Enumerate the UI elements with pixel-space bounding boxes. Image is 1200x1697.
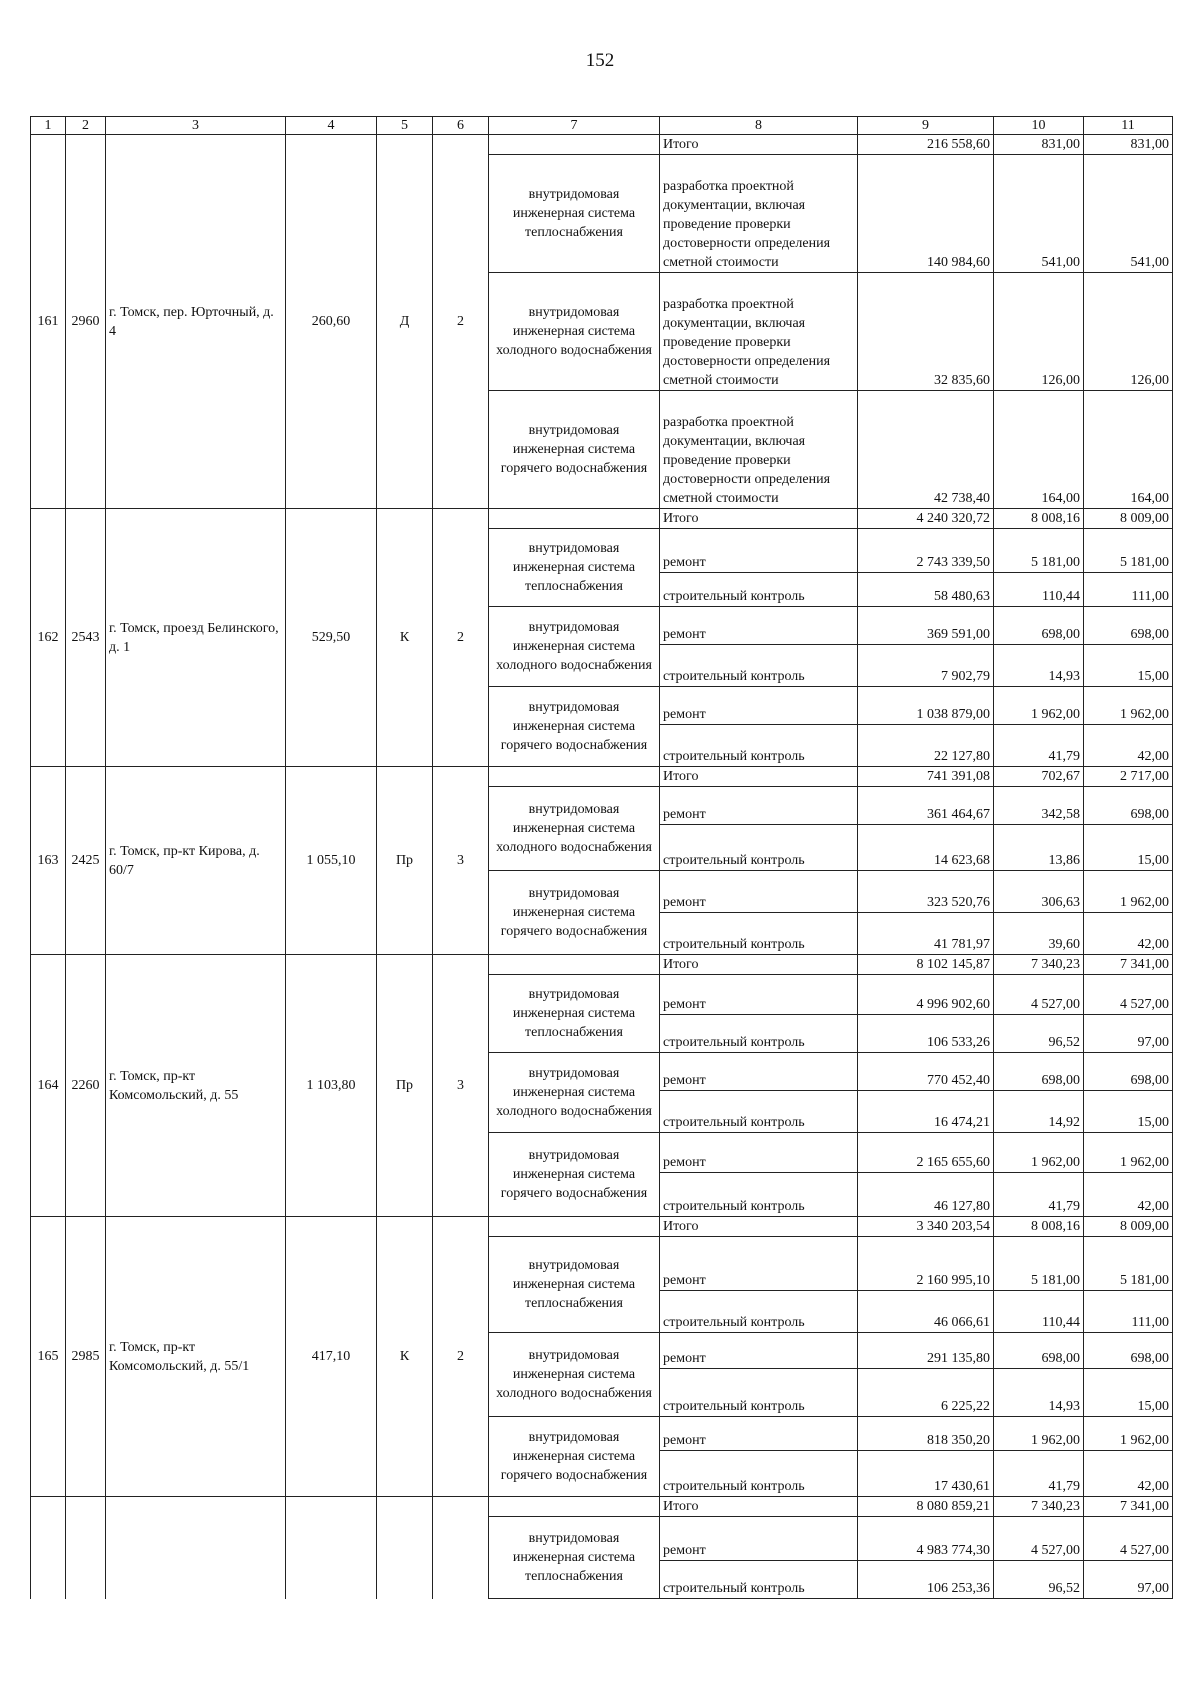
cost: 6 225,22	[858, 1369, 994, 1417]
limit-cost: 97,00	[1084, 1015, 1173, 1053]
unit-cost: 306,63	[994, 871, 1084, 913]
unit-cost: 96,52	[994, 1561, 1084, 1599]
limit-cost: 15,00	[1084, 1369, 1173, 1417]
cost: 22 127,80	[858, 725, 994, 767]
cost: 818 350,20	[858, 1417, 994, 1451]
house-address: г. Томск, пер. Юрточный, д. 4	[106, 135, 286, 509]
column-number-5: 5	[377, 117, 433, 135]
house-address: г. Томск, пр-кт Комсомольский, д. 55	[106, 955, 286, 1217]
system-name: внутридомовая инженерная система теплоснабжения	[489, 975, 660, 1053]
system-name: внутридомовая инженерная система теплоснабжения	[489, 155, 660, 273]
unit-cost: 39,60	[994, 913, 1084, 955]
work-type: разработка проектной документации, включая проведение проверки достоверности определения сметной стоимости	[660, 273, 858, 391]
total-limit-cost: 2 717,00	[1084, 767, 1173, 787]
limit-cost: 1 962,00	[1084, 1133, 1173, 1173]
unit-cost: 164,00	[994, 391, 1084, 509]
system-name: внутридомовая инженерная система холодного водоснабжения	[489, 1333, 660, 1417]
cost: 2 165 655,60	[858, 1133, 994, 1173]
work-type: строительный контроль	[660, 1173, 858, 1217]
work-type: строительный контроль	[660, 573, 858, 607]
total-label: Итого	[660, 767, 858, 787]
total-unit-cost: 8 008,16	[994, 509, 1084, 529]
system-name: внутридомовая инженерная система холодного водоснабжения	[489, 1053, 660, 1133]
cost: 323 520,76	[858, 871, 994, 913]
work-type: ремонт	[660, 1133, 858, 1173]
house-address: г. Томск, пр-кт Кирова, д. 60/7	[106, 767, 286, 955]
total-empty-cell	[489, 767, 660, 787]
cost: 369 591,00	[858, 607, 994, 645]
total-empty-cell	[489, 1497, 660, 1517]
total-cost: 741 391,08	[858, 767, 994, 787]
column-number-10: 10	[994, 117, 1084, 135]
total-empty-cell	[489, 509, 660, 529]
limit-cost: 42,00	[1084, 913, 1173, 955]
limit-cost: 4 527,00	[1084, 1517, 1173, 1561]
house-area: 1 103,80	[286, 955, 377, 1217]
unit-cost: 5 181,00	[994, 1237, 1084, 1291]
house-code: 2985	[66, 1217, 106, 1497]
cost: 291 135,80	[858, 1333, 994, 1369]
cost: 41 781,97	[858, 913, 994, 955]
column-number-1: 1	[31, 117, 66, 135]
work-type: ремонт	[660, 1517, 858, 1561]
work-type: ремонт	[660, 529, 858, 573]
limit-cost: 164,00	[1084, 391, 1173, 509]
house-category: 2	[433, 135, 489, 509]
limit-cost: 5 181,00	[1084, 1237, 1173, 1291]
table-row	[31, 135, 1173, 155]
column-number-7: 7	[489, 117, 660, 135]
work-type: строительный контроль	[660, 1015, 858, 1053]
total-label: Итого	[660, 1497, 858, 1517]
cost: 46 127,80	[858, 1173, 994, 1217]
unit-cost: 126,00	[994, 273, 1084, 391]
limit-cost: 1 962,00	[1084, 687, 1173, 725]
total-empty-cell	[489, 135, 660, 155]
house-type: К	[377, 1217, 433, 1497]
unit-cost: 41,79	[994, 1451, 1084, 1497]
program-table-container	[30, 116, 1172, 1599]
unit-cost: 41,79	[994, 725, 1084, 767]
total-limit-cost: 831,00	[1084, 135, 1173, 155]
limit-cost: 698,00	[1084, 607, 1173, 645]
column-number-3: 3	[106, 117, 286, 135]
work-type: ремонт	[660, 1053, 858, 1091]
work-type: разработка проектной документации, включая проведение проверки достоверности определения сметной стоимости	[660, 391, 858, 509]
house-address: г. Томск, проезд Белинского, д. 1	[106, 509, 286, 767]
total-empty-cell	[489, 1217, 660, 1237]
page-number: 152	[585, 50, 615, 71]
unit-cost: 41,79	[994, 1173, 1084, 1217]
house-code: 2960	[66, 135, 106, 509]
work-type: ремонт	[660, 1417, 858, 1451]
limit-cost: 15,00	[1084, 1091, 1173, 1133]
column-number-2: 2	[66, 117, 106, 135]
work-type: строительный контроль	[660, 913, 858, 955]
unit-cost: 1 962,00	[994, 1133, 1084, 1173]
column-number-6: 6	[433, 117, 489, 135]
limit-cost: 42,00	[1084, 1451, 1173, 1497]
work-type: ремонт	[660, 607, 858, 645]
total-limit-cost: 8 009,00	[1084, 1217, 1173, 1237]
system-name: внутридомовая инженерная система холодного водоснабжения	[489, 607, 660, 687]
total-limit-cost: 8 009,00	[1084, 509, 1173, 529]
work-type: ремонт	[660, 787, 858, 825]
table-row	[31, 1497, 1173, 1517]
cost: 2 743 339,50	[858, 529, 994, 573]
row-number: 162	[31, 509, 66, 767]
empty-cell	[66, 1497, 106, 1599]
total-cost: 8 080 859,21	[858, 1497, 994, 1517]
unit-cost: 698,00	[994, 1053, 1084, 1091]
total-label: Итого	[660, 135, 858, 155]
program-table	[30, 116, 1173, 1599]
empty-cell	[286, 1497, 377, 1599]
house-area: 1 055,10	[286, 767, 377, 955]
limit-cost: 42,00	[1084, 1173, 1173, 1217]
system-name: внутридомовая инженерная система теплоснабжения	[489, 529, 660, 607]
work-type: ремонт	[660, 687, 858, 725]
limit-cost: 15,00	[1084, 825, 1173, 871]
house-type: Д	[377, 135, 433, 509]
house-type: К	[377, 509, 433, 767]
house-code: 2425	[66, 767, 106, 955]
limit-cost: 698,00	[1084, 787, 1173, 825]
limit-cost: 42,00	[1084, 725, 1173, 767]
house-category: 2	[433, 509, 489, 767]
total-limit-cost: 7 341,00	[1084, 955, 1173, 975]
cost: 17 430,61	[858, 1451, 994, 1497]
column-number-9: 9	[858, 117, 994, 135]
cost: 106 533,26	[858, 1015, 994, 1053]
cost: 1 038 879,00	[858, 687, 994, 725]
row-number: 163	[31, 767, 66, 955]
work-type: строительный контроль	[660, 1369, 858, 1417]
limit-cost: 5 181,00	[1084, 529, 1173, 573]
unit-cost: 96,52	[994, 1015, 1084, 1053]
table-row	[31, 767, 1173, 787]
work-type: ремонт	[660, 1333, 858, 1369]
total-unit-cost: 702,67	[994, 767, 1084, 787]
empty-cell	[433, 1497, 489, 1599]
limit-cost: 97,00	[1084, 1561, 1173, 1599]
work-type: строительный контроль	[660, 1291, 858, 1333]
empty-cell	[106, 1497, 286, 1599]
cost: 7 902,79	[858, 645, 994, 687]
total-cost: 3 340 203,54	[858, 1217, 994, 1237]
cost: 361 464,67	[858, 787, 994, 825]
limit-cost: 111,00	[1084, 573, 1173, 607]
cost: 32 835,60	[858, 273, 994, 391]
total-label: Итого	[660, 509, 858, 529]
limit-cost: 541,00	[1084, 155, 1173, 273]
house-code: 2260	[66, 955, 106, 1217]
house-area: 529,50	[286, 509, 377, 767]
house-type: Пр	[377, 767, 433, 955]
house-type: Пр	[377, 955, 433, 1217]
house-category: 2	[433, 1217, 489, 1497]
column-number-11: 11	[1084, 117, 1173, 135]
work-type: строительный контроль	[660, 1091, 858, 1133]
unit-cost: 13,86	[994, 825, 1084, 871]
system-name: внутридомовая инженерная система холодного водоснабжения	[489, 787, 660, 871]
unit-cost: 14,92	[994, 1091, 1084, 1133]
work-type: ремонт	[660, 975, 858, 1015]
total-cost: 216 558,60	[858, 135, 994, 155]
system-name: внутридомовая инженерная система холодного водоснабжения	[489, 273, 660, 391]
total-unit-cost: 831,00	[994, 135, 1084, 155]
cost: 140 984,60	[858, 155, 994, 273]
system-name: внутридомовая инженерная система горячего водоснабжения	[489, 687, 660, 767]
work-type: ремонт	[660, 1237, 858, 1291]
unit-cost: 342,58	[994, 787, 1084, 825]
work-type: строительный контроль	[660, 725, 858, 767]
house-category: 3	[433, 767, 489, 955]
work-type: строительный контроль	[660, 1451, 858, 1497]
system-name: внутридомовая инженерная система теплоснабжения	[489, 1517, 660, 1599]
total-cost: 8 102 145,87	[858, 955, 994, 975]
total-empty-cell	[489, 955, 660, 975]
unit-cost: 1 962,00	[994, 1417, 1084, 1451]
empty-cell	[377, 1497, 433, 1599]
total-unit-cost: 7 340,23	[994, 955, 1084, 975]
total-limit-cost: 7 341,00	[1084, 1497, 1173, 1517]
work-type: разработка проектной документации, включая проведение проверки достоверности определения сметной стоимости	[660, 155, 858, 273]
column-number-8: 8	[660, 117, 858, 135]
house-code: 2543	[66, 509, 106, 767]
system-name: внутридомовая инженерная система горячего водоснабжения	[489, 1133, 660, 1217]
work-type: строительный контроль	[660, 1561, 858, 1599]
unit-cost: 698,00	[994, 1333, 1084, 1369]
limit-cost: 1 962,00	[1084, 1417, 1173, 1451]
unit-cost: 110,44	[994, 573, 1084, 607]
unit-cost: 541,00	[994, 155, 1084, 273]
empty-cell	[31, 1497, 66, 1599]
house-area: 260,60	[286, 135, 377, 509]
unit-cost: 5 181,00	[994, 529, 1084, 573]
system-name: внутридомовая инженерная система горячего водоснабжения	[489, 391, 660, 509]
house-address: г. Томск, пр-кт Комсомольский, д. 55/1	[106, 1217, 286, 1497]
cost: 2 160 995,10	[858, 1237, 994, 1291]
unit-cost: 4 527,00	[994, 975, 1084, 1015]
row-number: 165	[31, 1217, 66, 1497]
cost: 4 996 902,60	[858, 975, 994, 1015]
unit-cost: 1 962,00	[994, 687, 1084, 725]
limit-cost: 4 527,00	[1084, 975, 1173, 1015]
unit-cost: 4 527,00	[994, 1517, 1084, 1561]
total-unit-cost: 7 340,23	[994, 1497, 1084, 1517]
unit-cost: 110,44	[994, 1291, 1084, 1333]
table-row	[31, 955, 1173, 975]
work-type: ремонт	[660, 871, 858, 913]
work-type: строительный контроль	[660, 645, 858, 687]
cost: 770 452,40	[858, 1053, 994, 1091]
system-name: внутридомовая инженерная система горячего водоснабжения	[489, 1417, 660, 1497]
limit-cost: 15,00	[1084, 645, 1173, 687]
cost: 4 983 774,30	[858, 1517, 994, 1561]
cost: 14 623,68	[858, 825, 994, 871]
row-number: 164	[31, 955, 66, 1217]
house-area: 417,10	[286, 1217, 377, 1497]
cost: 42 738,40	[858, 391, 994, 509]
table-row	[31, 1217, 1173, 1237]
cost: 46 066,61	[858, 1291, 994, 1333]
house-category: 3	[433, 955, 489, 1217]
work-type: строительный контроль	[660, 825, 858, 871]
system-name: внутридомовая инженерная система горячего водоснабжения	[489, 871, 660, 955]
cost: 58 480,63	[858, 573, 994, 607]
cost: 106 253,36	[858, 1561, 994, 1599]
table-row	[31, 509, 1173, 529]
row-number: 161	[31, 135, 66, 509]
total-label: Итого	[660, 955, 858, 975]
cost: 16 474,21	[858, 1091, 994, 1133]
limit-cost: 1 962,00	[1084, 871, 1173, 913]
column-number-row	[31, 117, 1173, 135]
total-unit-cost: 8 008,16	[994, 1217, 1084, 1237]
limit-cost: 698,00	[1084, 1333, 1173, 1369]
column-number-4: 4	[286, 117, 377, 135]
unit-cost: 14,93	[994, 1369, 1084, 1417]
total-cost: 4 240 320,72	[858, 509, 994, 529]
unit-cost: 698,00	[994, 607, 1084, 645]
limit-cost: 126,00	[1084, 273, 1173, 391]
system-name: внутридомовая инженерная система теплоснабжения	[489, 1237, 660, 1333]
unit-cost: 14,93	[994, 645, 1084, 687]
limit-cost: 111,00	[1084, 1291, 1173, 1333]
limit-cost: 698,00	[1084, 1053, 1173, 1091]
total-label: Итого	[660, 1217, 858, 1237]
